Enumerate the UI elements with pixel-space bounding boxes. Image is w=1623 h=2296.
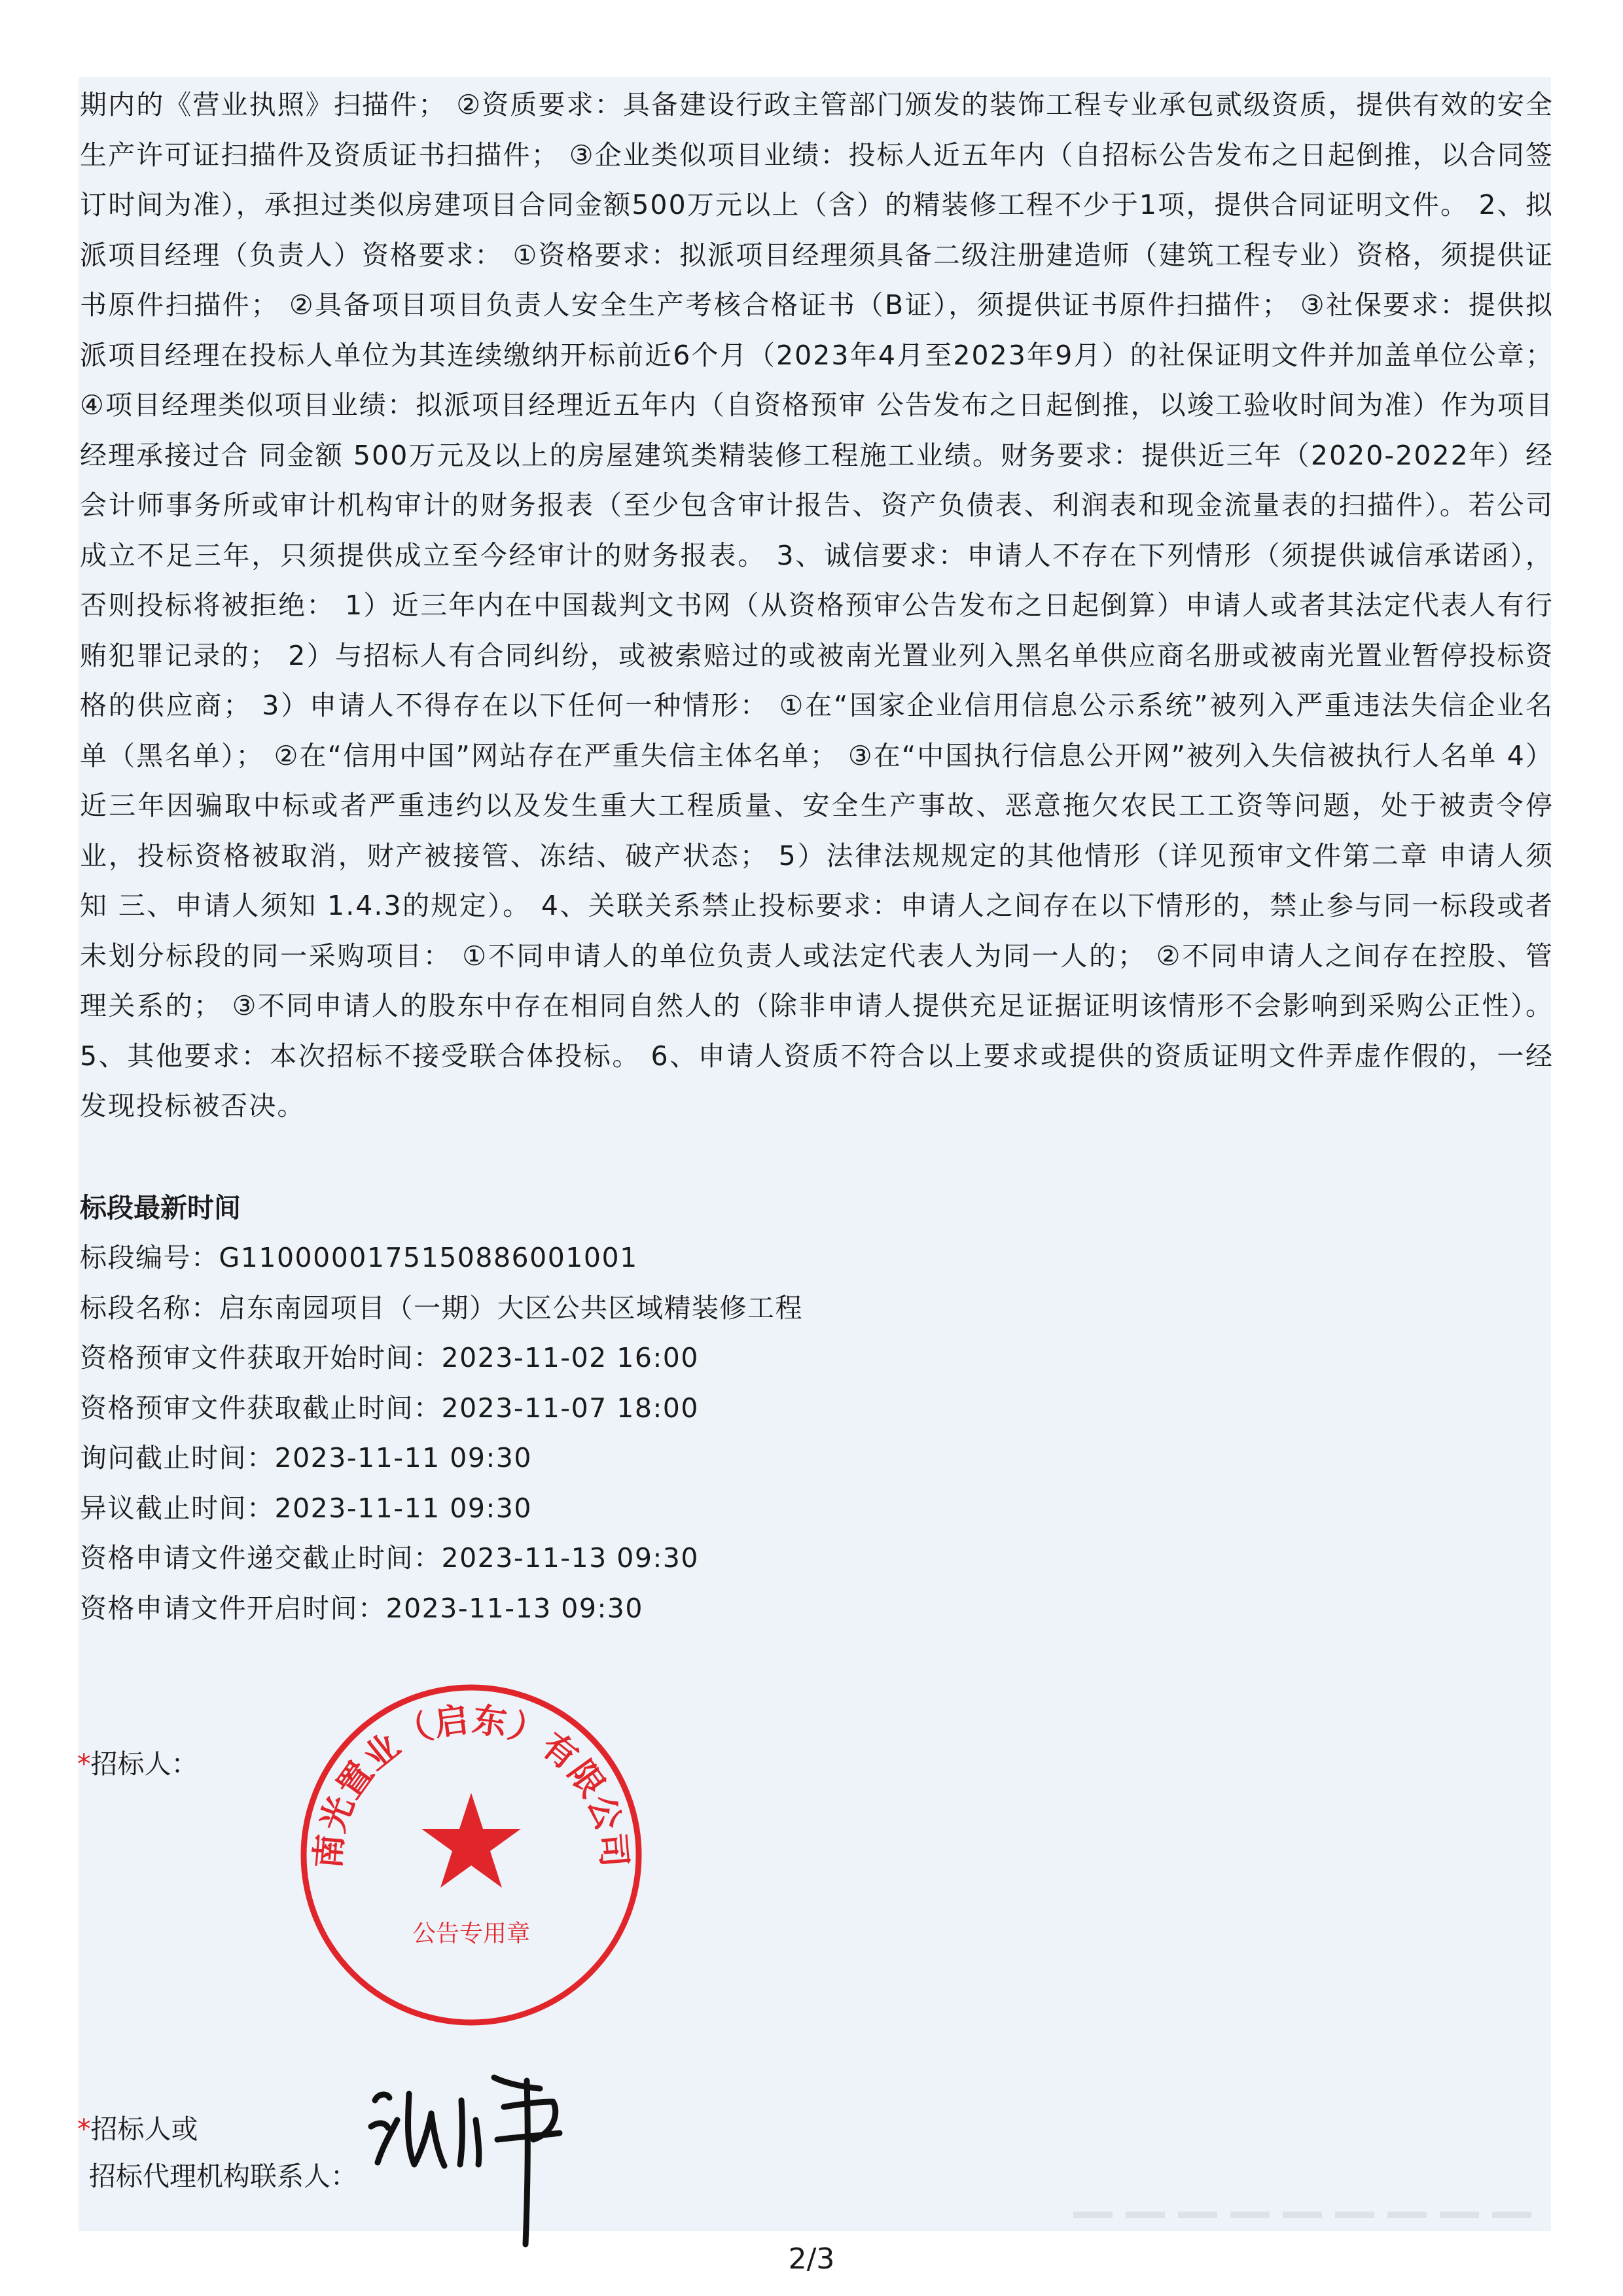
info-row-section-number: 标段编号：G1100000175150886001001 <box>80 1242 638 1273</box>
info-row-objection-deadline: 异议截止时间：2023-11-11 09:30 <box>80 1492 532 1524</box>
seal-ring-text: 南光置业（启东）有限公司 <box>308 1700 634 1870</box>
handwritten-signature <box>363 2055 573 2251</box>
tenderer-label-text: 招标人： <box>90 1748 198 1780</box>
required-mark: * <box>77 1748 91 1780</box>
info-row-opening-time: 资格申请文件开启时间：2023-11-13 09:30 <box>80 1592 643 1624</box>
seal-bottom-text: 公告专用章 <box>412 1920 531 1947</box>
info-row-inquiry-deadline: 询问截止时间：2023-11-11 09:30 <box>80 1442 532 1474</box>
tenderer-label <box>77 1744 198 1784</box>
section-title: 标段最新时间 <box>80 1192 241 1224</box>
page-number: 2/3 <box>788 2242 835 2276</box>
contact-label-line1 <box>77 2110 198 2149</box>
info-row-doc-start: 资格预审文件获取开始时间：2023-11-02 16:00 <box>80 1342 699 1373</box>
required-mark: * <box>77 2113 91 2145</box>
star-icon <box>421 1793 521 1888</box>
company-seal <box>288 1672 654 2038</box>
contact-label-line2: 招标代理机构联系人： <box>89 2161 357 2192</box>
section-info-list <box>80 1233 803 1633</box>
info-row-section-name: 标段名称：启东南园项目（一期）大区公共区域精装修工程 <box>80 1292 803 1324</box>
requirements-paragraph: 期内的《营业执照》扫描件； ②资质要求：具备建设行政主管部门颁发的装饰工程专业承包贰级资质，提供有效的安全生产许可证扫描件及资质证书扫描件； ③企业类似项目业绩：投标人近五年内（自招标公告发布之日起倒推，以合同签订时间为准），承担过类似房建项目合同金额500万元以上（含）的精装修工程不少于1项，提供合同证明文件。 2、拟派项目经理（负责人）资格要求： ①资格要求：拟派项目经理须具备二级注册建造师（建筑工程专业）资格，须提供证书原件扫描件； ②具备项目项目负责人安全生产考核合格证书（B证），须提供证书原件扫描件； ③社保要求：提供拟派项目经理在投标人单位为其连续缴纳开标前近6个月（2023年4月至2023年9月）的社保证明文件并加盖单位公章； ④项目经理类似项目业绩：拟派项目经理近五年内（自资格预审 公告发布之日起倒推，以竣工验收时间为准）作为项目经理承接过合 同金额 500万元及以上的房屋建筑类精装修工程施工业绩。财务要求：提供近三年（2020-2022年）经会计师事务所或审计机构审计的财务报表（至少包含审计报告、资产负债表、利润表和现金流量表的扫描件）。若公司成立不足三年，只须提供成立至今经审计的财务报表。 3、诚信要求：申请人不存在下列情形（须提供诚信承诺函），否则投标将被拒绝： 1）近三年内在中国裁判文书网（从资格预审公告发布之日起倒算）申请人或者其法定代表人有行贿犯罪记录的； 2）与招标人有合同纠纷，或被索赔过的或被南光置业列入黑名单供应商名册或被南光置业暂停投标资格的供应商； 3）申请人不得存在以下任何一种情形： ①在“国家企业信用信息公示系统”被列入严重违法失信企业名单（黑名单）； ②在“信用中国”网站存在严重失信主体名单； ③在“中国执行信息公开网”被列入失信被执行人名单 4）近三年因骗取中标或者严重违约以及发生重大工程质量、安全生产事故、恶意拖欠农民工工资等问题，处于被责令停业，投标资格被取消，财产被接管、冻结、破产状态； 5）法律法规规定的其他情形（详见预审文件第二章 申请人须知 三、申请人须知 1.4.3的规定）。 4、关联关系禁止投标要求：申请人之间存在以下情形的，禁止参与同一标段或者未划分标段的同一采购项目： ①不同申请人的单位负责人或法定代表人为同一人的； ②不同申请人之间存在控股、管理关系的； ③不同申请人的股东中存在相同自然人的（除非申请人提供充足证据证明该情形不会影响到采购公正性）。 5、其他要求：本次招标不接受联合体投标。 6、申请人资质不符合以上要求或提供的资质证明文件弄虚作假的，一经发现投标被否决。 <box>80 89 1554 1122</box>
info-row-doc-end: 资格预审文件获取截止时间：2023-11-07 18:00 <box>80 1392 699 1424</box>
contact-label-line1-text: 招标人或 <box>90 2113 198 2145</box>
faint-footer-text <box>1073 2212 1544 2218</box>
info-row-submission-deadline: 资格申请文件递交截止时间：2023-11-13 09:30 <box>80 1542 699 1574</box>
